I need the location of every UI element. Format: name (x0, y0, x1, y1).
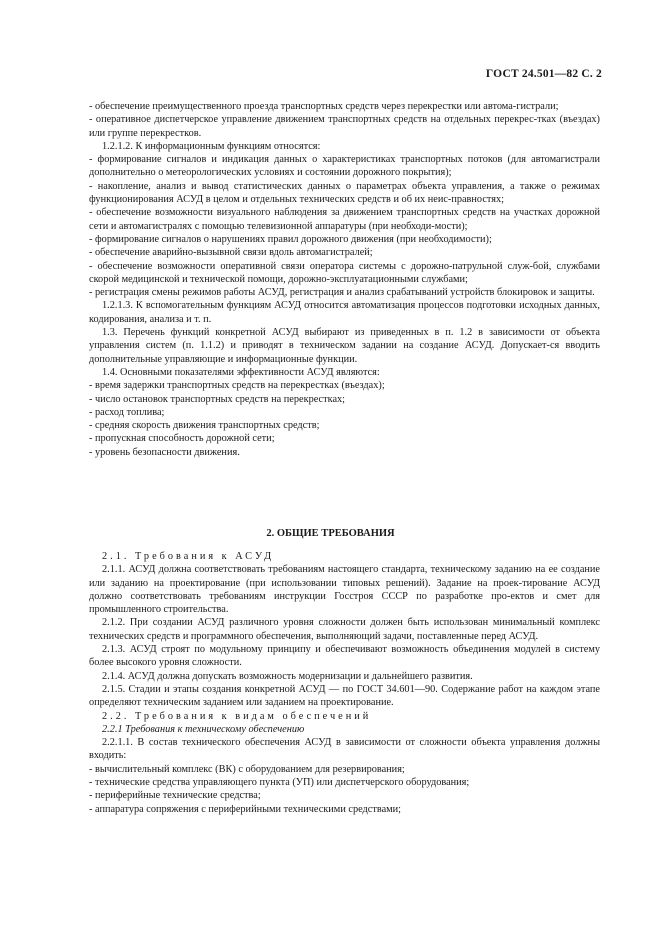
paragraph: - регистрация смены режимов работы АСУД, регистрация и анализ срабатываний устройств блокировок и защиты. (89, 287, 595, 299)
list-item: - средняя скорость движения транспортных средств; (89, 420, 320, 432)
paragraph: - обеспечение преимущественного проезда транспортных средств через перекрестки или автома-гистрали; (89, 101, 559, 112)
section-2-title: 2. ОБЩИЕ ТРЕБОВАНИЯ (266, 528, 395, 539)
subsection-2-2-heading: 2.2. Требования к видам обеспечений (102, 710, 372, 722)
paragraph: 2.1.2. При создании АСУД различного уровня сложности должен быть использован минимальный комплекс технических средств и программного обеспечения, выполняющий задачи, поставленные перед АСУД. (89, 617, 600, 642)
paragraph: 1.4. Основными показателями эффективности АСУД являются: (102, 366, 380, 378)
paragraph: - формирование сигналов и индикация данных о характеристиках транспортных потоков (для автомагистрали дополнительно о метеорологических условиях и состоянии дорожного покрытия); (89, 154, 600, 179)
paragraph: 2.1.3. АСУД строят по модульному принципу и обеспечивают возможность объединения модулей в систему более высокого уровня сложности. (89, 644, 600, 669)
page-header: ГОСТ 24.501—82 С. 2 (485, 68, 602, 80)
section-2-body (89, 550, 600, 816)
paragraph: - обеспечение возможности визуального наблюдения за движением транспортных средств на участках дорожной сети и автомагистралях с помощью телевизионной аппаратуры (при необходи-мости); (89, 207, 600, 232)
subsection-2-1-heading: 2.1. Требования к АСУД (102, 551, 275, 562)
list-item: - аппаратура сопряжения с периферийными техническими средствами; (89, 803, 402, 815)
paragraph: 2.1.5. Стадии и этапы создания конкретной АСУД — по ГОСТ 34.601—90. Содержание работ на каждом этапе определяют техническим заданием или заданием на проектирование. (89, 683, 600, 709)
list-item: - расход топлива; (89, 406, 165, 418)
list-item: - число остановок транспортных средств на перекрестках; (89, 393, 346, 405)
list-item: - пропускная способность дорожной сети; (89, 433, 275, 445)
paragraph: - обеспечение аварийно-вызывной связи вдоль автомагистралей; (89, 247, 373, 259)
paragraph: 1.2.1.3. К вспомогательным функциям АСУД относится автоматизация процессов подготовки исходных данных, кодирования, анализа и т. п. (89, 300, 600, 325)
paragraph: - обеспечение возможности оперативной связи оператора системы с дорожно-патрульной служ-бой, службами скорой медицинской и технической помощи, дорожно-эксплуатационными службами; (89, 260, 600, 285)
list-item: - периферийные технические средства; (89, 790, 261, 802)
paragraph: 2.2.1.1. В состав технического обеспечения АСУД в зависимости от сложности объекта управления должны входить: (89, 737, 600, 762)
list-item: - вычислительный комплекс (ВК) с оборудованием для резервирования; (89, 763, 405, 775)
list-item: - уровень безопасности движения. (89, 446, 240, 458)
list-item: - время задержки транспортных средств на перекрестках (въездах); (89, 380, 385, 392)
paragraph: 2.1.1. АСУД должна соответствовать требованиям настоящего стандарта, техническому заданию на ее создание или заданию на проектирование (при использовании типовых решений). Задание на проек-тирование АСУД должно соответствовать требованиям инструкции Госстроя СССР по разработке про-ектов и смет для промышленного строительства. (89, 564, 600, 616)
paragraph: - оперативное диспетчерское управление движением транспортных средств на отдельных перекрес-тках (въездах) или группе перекрестков. (89, 114, 600, 139)
section-1-continuation (89, 100, 600, 459)
paragraph: 1.2.1.2. К информационным функциям относятся: (102, 140, 321, 152)
paragraph: - формирование сигналов о нарушениях правил дорожного движения (при необходимости); (89, 233, 492, 245)
paragraph: 2.1.4. АСУД должна допускать возможность модернизации и дальнейшего развития. (102, 670, 473, 682)
paragraph: - накопление, анализ и вывод статистических данных о параметрах объекта управления, а также о режимах функционирования АСУД в целом и отдельных технических средств и об их неис-правностях; (89, 180, 600, 206)
paragraph: 1.3. Перечень функций конкретной АСУД выбирают из приведенных в п. 1.2 в зависимости от объекта управления систем (п. 1.1.2) и приводят в техническом задании на создание АСУД. Допускает-ся вводить дополнительные управляющие и информационные функции. (89, 327, 600, 365)
list-item: - технические средства управляющего пункта (УП) или диспетчерского оборудования; (89, 777, 470, 789)
subsection-2-2-1-heading: 2.2.1 Требования к техническому обеспечению (102, 723, 305, 735)
